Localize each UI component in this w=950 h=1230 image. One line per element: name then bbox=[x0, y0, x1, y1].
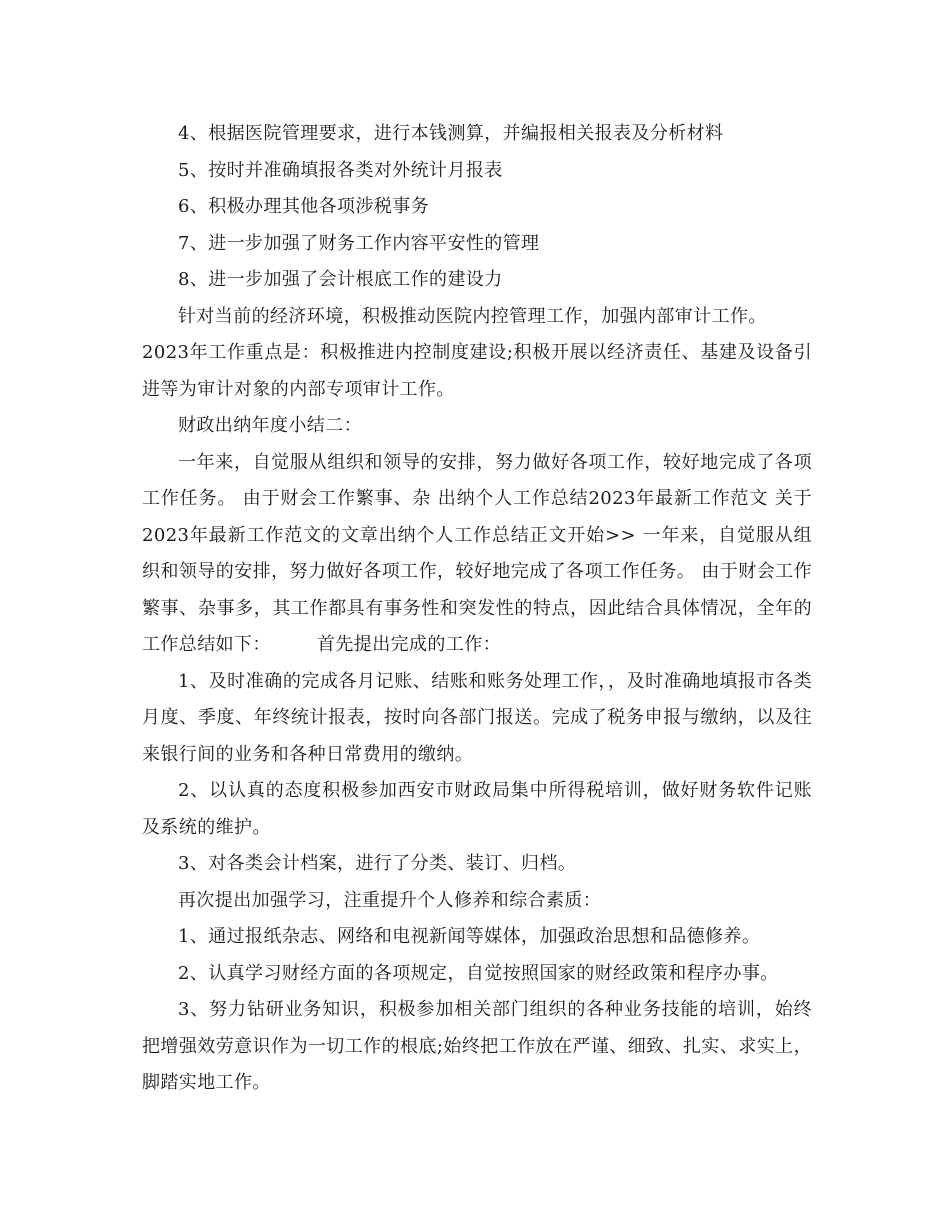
paragraph-item-4: 4、根据医院管理要求，进行本钱测算，并编报相关报表及分析材料 bbox=[178, 123, 724, 144]
paragraph-item-5: 5、按时并准确填报各类对外统计月报表 bbox=[178, 159, 503, 181]
paragraph-learning-2: 2、认真学习财经方面的各项规定，自觉按照国家的财经政策和程序办事。 bbox=[178, 962, 779, 984]
paragraph-item-8: 8、进一步加强了会计根底工作的建设力 bbox=[178, 269, 503, 290]
paragraph-year-overview: 一年来，自觉服从组织和领导的安排，努力做好各项工作，较好地完成了各项工作任务。 由于财会工作繁事、杂 出纳个人工作总结2023年最新工作范文 关于2023年最新工作范文的文章出纳个人工作总结正文开始>> 一年来，自觉服从组织和领导的安排，努力做好各项工作，较好地完成了各项工作任务。 由于财会工作繁事、杂事多，其工作都具有事务性和突发性的特点，因此结合具体情况，全年的工作总结如下： 首先提出完成的工作： bbox=[142, 451, 812, 655]
section-heading-summary-two: 财政出纳年度小结二： bbox=[178, 415, 362, 436]
paragraph-2023-focus: 2023年工作重点是：积极推进内控制度建设;积极开展以经济责任、基建及设备引进等为审计对象的内部专项审计工作。 bbox=[142, 342, 812, 400]
paragraph-learning-3: 3、努力钻研业务知识，积极参加相关部门组织的各种业务技能的培训，始终把增强效劳意识作为一切工作的根底;始终把工作放在严谨、细致、扎实、求实上，脚踏实地工作。 bbox=[142, 999, 812, 1093]
paragraph-internal-control: 针对当前的经济环境，积极推动医院内控管理工作，加强内部审计工作。 bbox=[178, 305, 767, 327]
paragraph-completed-3: 3、对各类会计档案，进行了分类、装订、归档。 bbox=[178, 853, 577, 874]
document-body bbox=[142, 116, 812, 1102]
paragraph-completed-2: 2、以认真的态度积极参加西安市财政局集中所得税培训，做好财务软件记账及系统的维护。 bbox=[142, 780, 812, 838]
paragraph-learning-1: 1、通过报纸杂志、网络和电视新闻等媒体，加强政治思想和品德修养。 bbox=[178, 926, 761, 947]
paragraph-completed-1: 1、及时准确的完成各月记账、结账和账务处理工作，，及时准确地填报市各类月度、季度、年终统计报表，按时向各部门报送。完成了税务申报与缴纳，以及往来银行间的业务和各种日常费用的缴纳。 bbox=[142, 670, 812, 765]
section-heading-learning: 再次提出加强学习，注重提升个人修养和综合素质： bbox=[178, 889, 602, 911]
paragraph-item-7: 7、进一步加强了财务工作内容平安性的管理 bbox=[178, 232, 540, 254]
paragraph-item-6: 6、积极办理其他各项涉税事务 bbox=[178, 196, 430, 217]
